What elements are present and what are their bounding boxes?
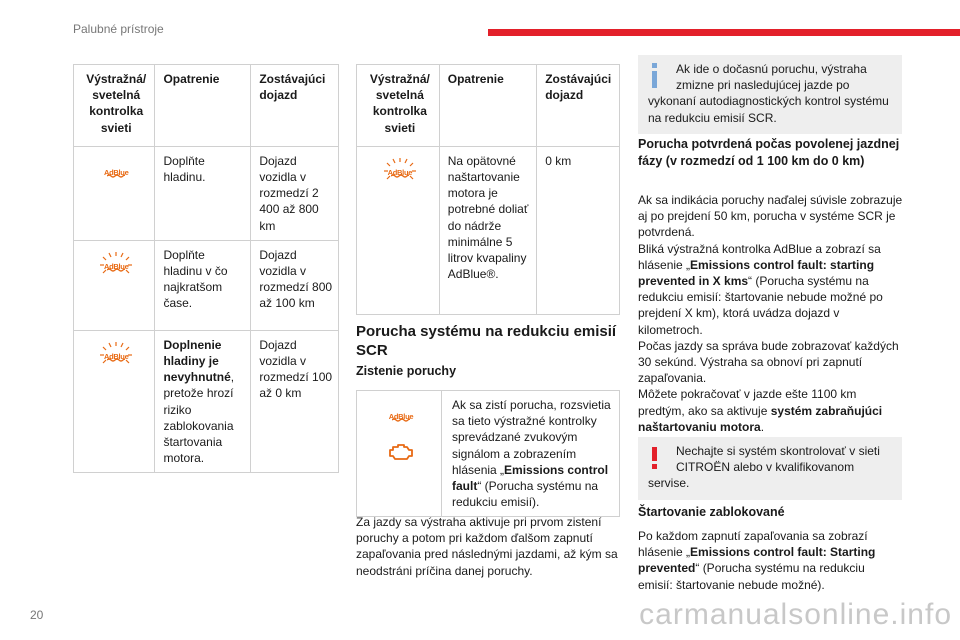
column-header-action: Opatrenie [439, 65, 536, 147]
detection-message: Emissions control fault [452, 462, 609, 494]
detection-text-end: “ (Porucha systému na redukciu emisií). [452, 479, 599, 510]
column-header-warning-light: Výstražná/ svetelná kontrolka svieti [357, 65, 440, 147]
adblue-range-table [73, 64, 339, 473]
action-cell [155, 330, 251, 473]
page-number: 20 [30, 608, 44, 622]
subsection-title-confirmed-fault: Porucha potvrdená počas povolenej jazdnej fázy (v rozmedzí od 1 100 km do 0 km) [638, 137, 900, 168]
adblue-flashing-icon: AdBlue [98, 341, 134, 367]
confirmed-p4 [638, 386, 906, 435]
engine-check-icon [387, 441, 415, 463]
info-text: Ak ide o dočasnú poruchu, výstraha zmizne pri nasledujúcej jazde po vykonaní autodiagnostických kontrol systému na redukciu emisií SCR. [648, 62, 889, 125]
range-cell: Dojazd vozidla v rozmedzí 2 400 až 800 km [251, 146, 339, 240]
warning-box [638, 437, 902, 500]
start-blocked-text-end: “ (Porucha systému na redukciu emisií: štartovanie nebude možné). [638, 561, 865, 592]
icon-cell [74, 146, 155, 240]
action-cell: Doplňte hladinu v čo najkratšom čase. [155, 240, 251, 330]
detection-text-cell [442, 391, 620, 517]
confirmed-fault-paragraph [638, 192, 906, 435]
subsection-title-start-blocked: Štartovanie zablokované [638, 505, 785, 519]
confirmed-p2-message: Emissions control fault: starting prevented in X kms [638, 257, 875, 289]
confirmed-p2-text: Bliká výstražná kontrolka AdBlue a zobrazí sa hlásenie „ [638, 241, 881, 272]
warning-icon [648, 443, 670, 471]
range-cell: Dojazd vozidla v rozmedzí 100 až 0 km [251, 330, 339, 473]
table-row [74, 146, 339, 240]
action-cell: Doplňte hladinu. [155, 146, 251, 240]
action-emphasis: Doplnenie hladiny je nevyhnutné [163, 337, 231, 385]
subsection-title-detection: Zistenie poruchy [356, 364, 457, 378]
start-blocked-text: Po každom zapnutí zapaľovania sa zobrazí hlásenie „ [638, 529, 868, 560]
confirmed-p4-text: Môžete pokračovať v jazde ešte 1100 km predtým, ako sa aktivuje [638, 387, 857, 418]
column-header-range: Zostávajúci dojazd [251, 65, 339, 147]
icon-cell [74, 240, 155, 330]
header-title: Palubné prístroje [73, 22, 164, 36]
table-header-row [74, 65, 339, 147]
confirmed-p4-emphasis: systém zabraňujúci naštartovaniu motora [638, 403, 883, 434]
watermark: carmanualsonline.info [639, 598, 952, 631]
confirmed-p4-text-end: . [760, 419, 765, 434]
action-rest: , pretože hrozí riziko zablokovania štartovania motora. [163, 370, 235, 466]
column-header-range: Zostávajúci dojazd [537, 65, 620, 147]
adblue-icon: AdBlue [103, 167, 129, 177]
detection-text: Ak sa zistí porucha, rozsvietia sa tieto výstražné kontrolky sprevádzané zvukovým signálom a zobrazením hlásenia „ [452, 398, 611, 477]
adblue-flashing-icon: AdBlue [98, 251, 134, 277]
range-cell: Dojazd vozidla v rozmedzí 800 až 100 km [251, 240, 339, 330]
action-cell: Na opätovné naštartovanie motora je potrebné doliať do nádrže minimálne 5 litrov kvapaliny AdBlue®. [439, 146, 536, 314]
drive-warning-paragraph: Za jazdy sa výstraha aktivuje pri prvom zistení poruchy a potom pri každom ďalšom zapnutí zapaľovania pred následnými jazdami, až kým sa neodstráni príčina danej poruchy. [356, 515, 618, 578]
adblue-flashing-icon: AdBlue [382, 157, 418, 183]
icon-cell [357, 391, 442, 517]
start-blocked-paragraph [638, 528, 900, 593]
section-title-scr-fault: Porucha systému na redukciu emisií SCR [356, 323, 617, 359]
icon-cell [357, 146, 440, 314]
table-row [357, 146, 620, 314]
confirmed-p2 [638, 241, 906, 338]
confirmed-p2-text-end: “ (Porucha systému na redukciu emisií: štartovanie nebude možné po prejdení X km), ktorá uvádza dojazd v kilometroch. [638, 274, 883, 337]
icon-cell [74, 330, 155, 473]
table-row [357, 391, 620, 517]
info-box [638, 55, 902, 134]
column-header-warning-light: Výstražná/ svetelná kontrolka svieti [74, 65, 155, 147]
adblue-icon: AdBlue [388, 412, 414, 421]
info-icon [648, 61, 670, 89]
adblue-zero-range-table [356, 64, 620, 315]
warning-text: Nechajte si systém skontrolovať v sieti CITROËN alebo v kvalifikovanom servise. [648, 444, 880, 491]
start-blocked-message: Emissions control fault: Starting prevented [638, 545, 876, 576]
confirmed-p3: Počas jazdy sa správa bude zobrazovať každých 30 sekúnd. Výstraha sa obnoví pri zapnutí zapaľovania. [638, 338, 899, 386]
table-header-row [357, 65, 620, 147]
range-cell: 0 km [537, 146, 620, 314]
fault-detection-table [356, 390, 620, 517]
confirmed-p1: Ak sa indikácia poruchy naďalej súvisle zobrazuje aj po prejdení 50 km, porucha v systéme SCR je potvrdená. [638, 193, 903, 240]
column-header-action: Opatrenie [155, 65, 251, 147]
table-row [74, 330, 339, 473]
table-row [74, 240, 339, 330]
header-accent-bar [488, 29, 960, 36]
